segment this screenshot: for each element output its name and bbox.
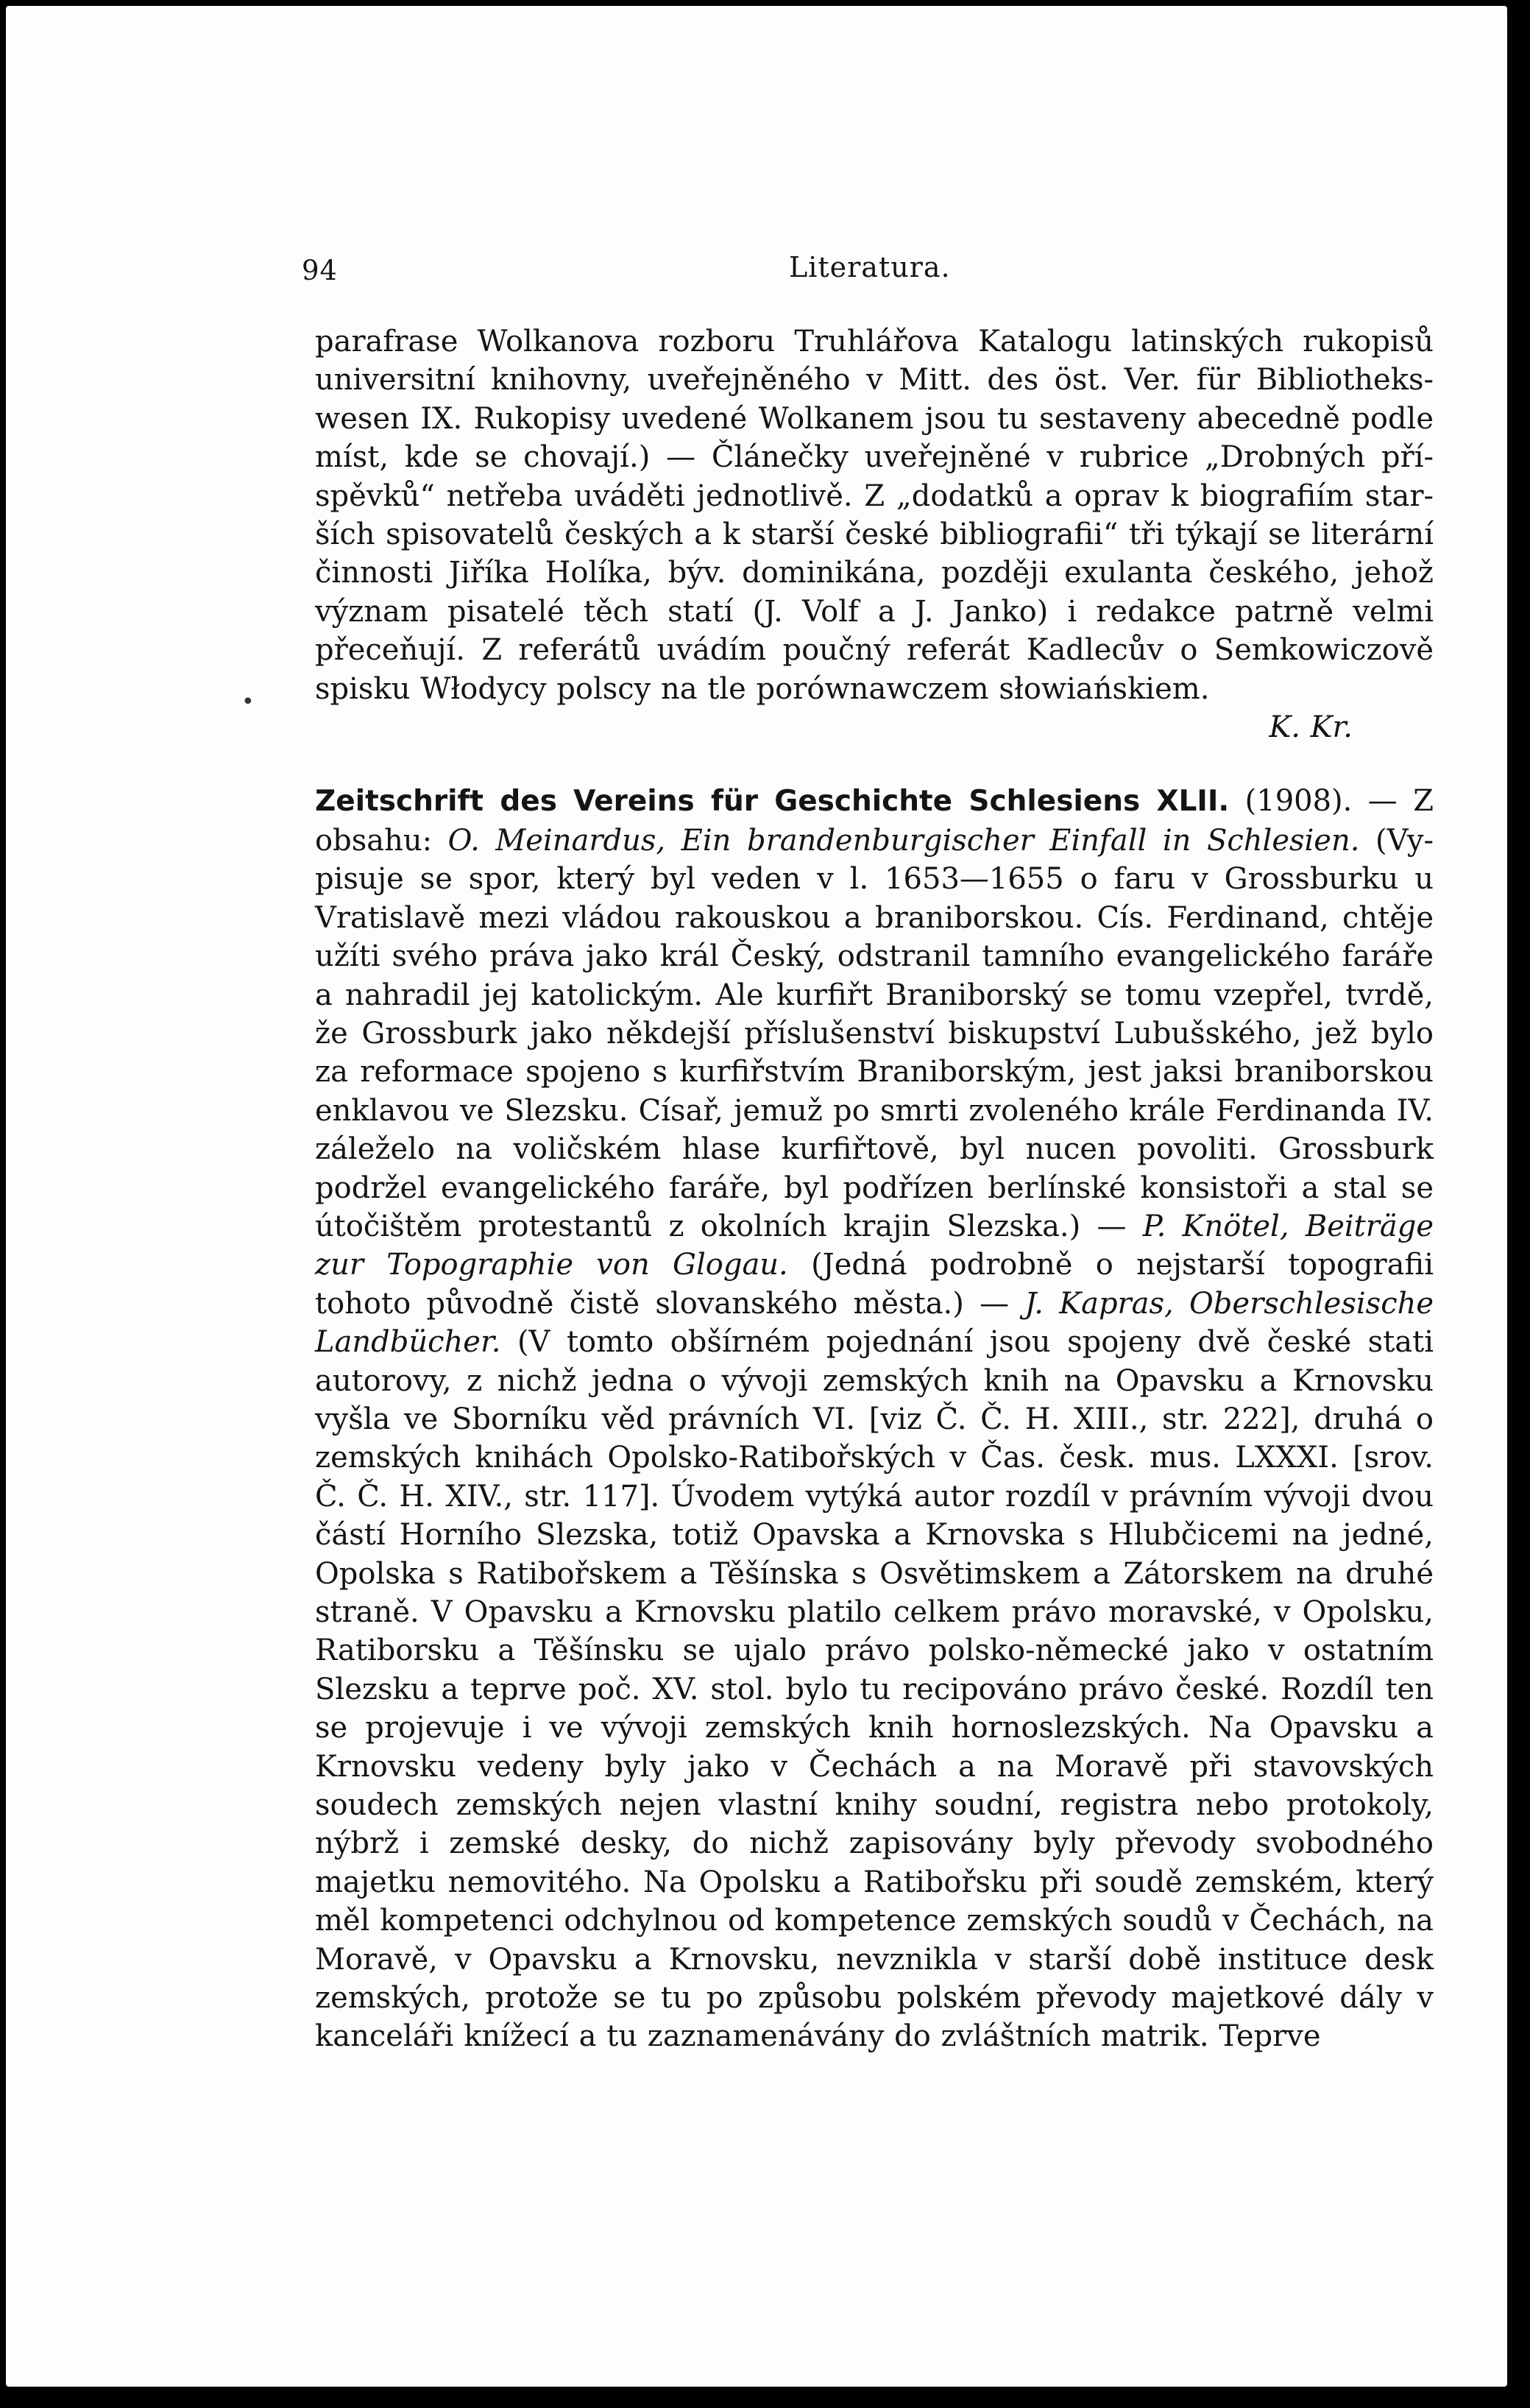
- journal-title: Zeitschrift des Vereins für Geschichte Schlesiens XLII.: [315, 785, 1230, 819]
- body-text: [315, 322, 1434, 2056]
- running-head: [6, 244, 1507, 288]
- item-1-text: (Vypisuje se spor, který byl veden v l. 1653—1655 o faru v Grossburku u Vratislavě mezi vládou rakouskou a braniborskou. Cís. Ferdinand, chtěje užíti svého práva jako král Český, odstranil tamního evangelického faráře a nahradil jej katolickým. Ale kurfiřt Braniborský se tomu vzepřel, tvrdě, že Grossburk jako někdejší příslušenství biskupství Lubušského, jež bylo za reformace spojeno s kurfiřstvím Braniborským, jest jaksi braniborskou enklavou ve Slezsku. Císař, jemuž po smrti zvoleného krále Ferdinanda IV. záleželo na voličském hlase kurfiřtově, byl nucen povoliti. Grossburk podržel evangelického faráře, byl podřízen berlínské konsistoři a stal se útočištěm protestantů z okolních krajin Slezska.) —: [315, 823, 1434, 1243]
- review-1-paragraph: [315, 322, 1434, 708]
- running-title: Literatura.: [789, 251, 951, 283]
- item-1-title: Ein brandenburgischer Einfall in Schlesien.: [681, 823, 1360, 858]
- item-3-text: (V tomto obšírném pojednání jsou spojeny dvě české stati autorovy, z nichž jedna o vývoji zemských knih na Opavsku a Krnovsku vyšla ve Sborníku věd právních VI. [viz Č. Č. H. XIII., str. 222], druhá o zemských knihách Opolsko-Ratibořských v Čas. česk. mus. LXXXI. [srov. Č. Č. H. XIV., str. 117]. Úvodem vytýká autor rozdíl v právním vývoji dvou částí Horního Slezska, totiž Opavska a Krnovska s Hlubčicemi na jedné, Opolska s Ratibořskem a Těšínska s Osvětimskem a Zátorskem na druhé straně. V Opavsku a Krnovsku platilo celkem právo moravské, v Opolsku, Ratiborsku a Těšínsku se ujalo právo polsko-německé jako v ostatním Slezsku a teprve poč. XV. stol. bylo tu recipováno právo české. Rozdíl ten se projevuje i ve vývoji zemských knih hornoslezských. Na Opavsku a Krnovsku vedeny byly jako v Čechách a na Moravě při stavovských soudech zemských nejen vlastní knihy soudní, registra nebo protokoly, nýbrž i zemské desky, do nichž zapisovány byly převody svobodného majetku nemovitého. Na Opolsku a Ratibořsku při soudě zemském, který měl kompetenci odchylnou od kompetence zemských soudů v Čechách, na Moravě, v Opavsku a Krnovsku, nevznikla v starší době instituce desk zemských, protože se tu po způsobu polském převody majetkové dály v kanceláři knížecí a tu zaznamenávány do zvláštních matrik. Teprve: [315, 1325, 1434, 2054]
- journal-year: (1908). —: [1244, 784, 1398, 819]
- item-2-title: Beiträge zur Topographie von Glogau.: [315, 1209, 1434, 1282]
- page-number: 94: [302, 255, 339, 286]
- item-2-text: (Jedná podrobně o nejstarší topografii tohoto původně čistě slovanského města.) —: [315, 1248, 1434, 1321]
- review-2-paragraph: [315, 782, 1434, 2055]
- page: [6, 6, 1507, 2387]
- item-1-author: O. Meinardus,: [447, 823, 666, 858]
- margin-mark: •: [241, 689, 255, 715]
- item-3-title: Oberschlesische Landbücher.: [315, 1286, 1434, 1360]
- item-3-author: J. Kapras,: [1024, 1286, 1174, 1321]
- contents-label: Z obsahu:: [315, 784, 1434, 858]
- item-2-author: P. Knötel,: [1142, 1209, 1289, 1243]
- reviewer-initials: K. Kr.: [1269, 710, 1353, 745]
- review-1-text: parafrase Wolkanova rozboru Truhlářova Katalogu latinských rukopisů universitní knihovny, uveřejněného v Mitt. des öst. Ver. für Bibliothekswesen IX. Rukopisy uvedené Wolkanem jsou tu sestaveny abecedně podle míst, kde se chovají.) — Článečky uveřejněné v rubrice „Drobných příspěvků“ netřeba uváděti jednotlivě. Z „dodatků a oprav k biografiím starších spisovatelů českých a k starší české bibliografii“ tři týkají se literární činnosti Jiříka Holíka, býv. dominikána, později exulanta českého, jehož význam pisatelé těch statí (J. Volf a J. Janko) i redakce patrně velmi přeceňují. Z referátů uvádím poučný referát Kadlecův o Semkowiczově spisku Włodycy polscy na tle porównawczem słowiańskiem.: [315, 325, 1434, 706]
